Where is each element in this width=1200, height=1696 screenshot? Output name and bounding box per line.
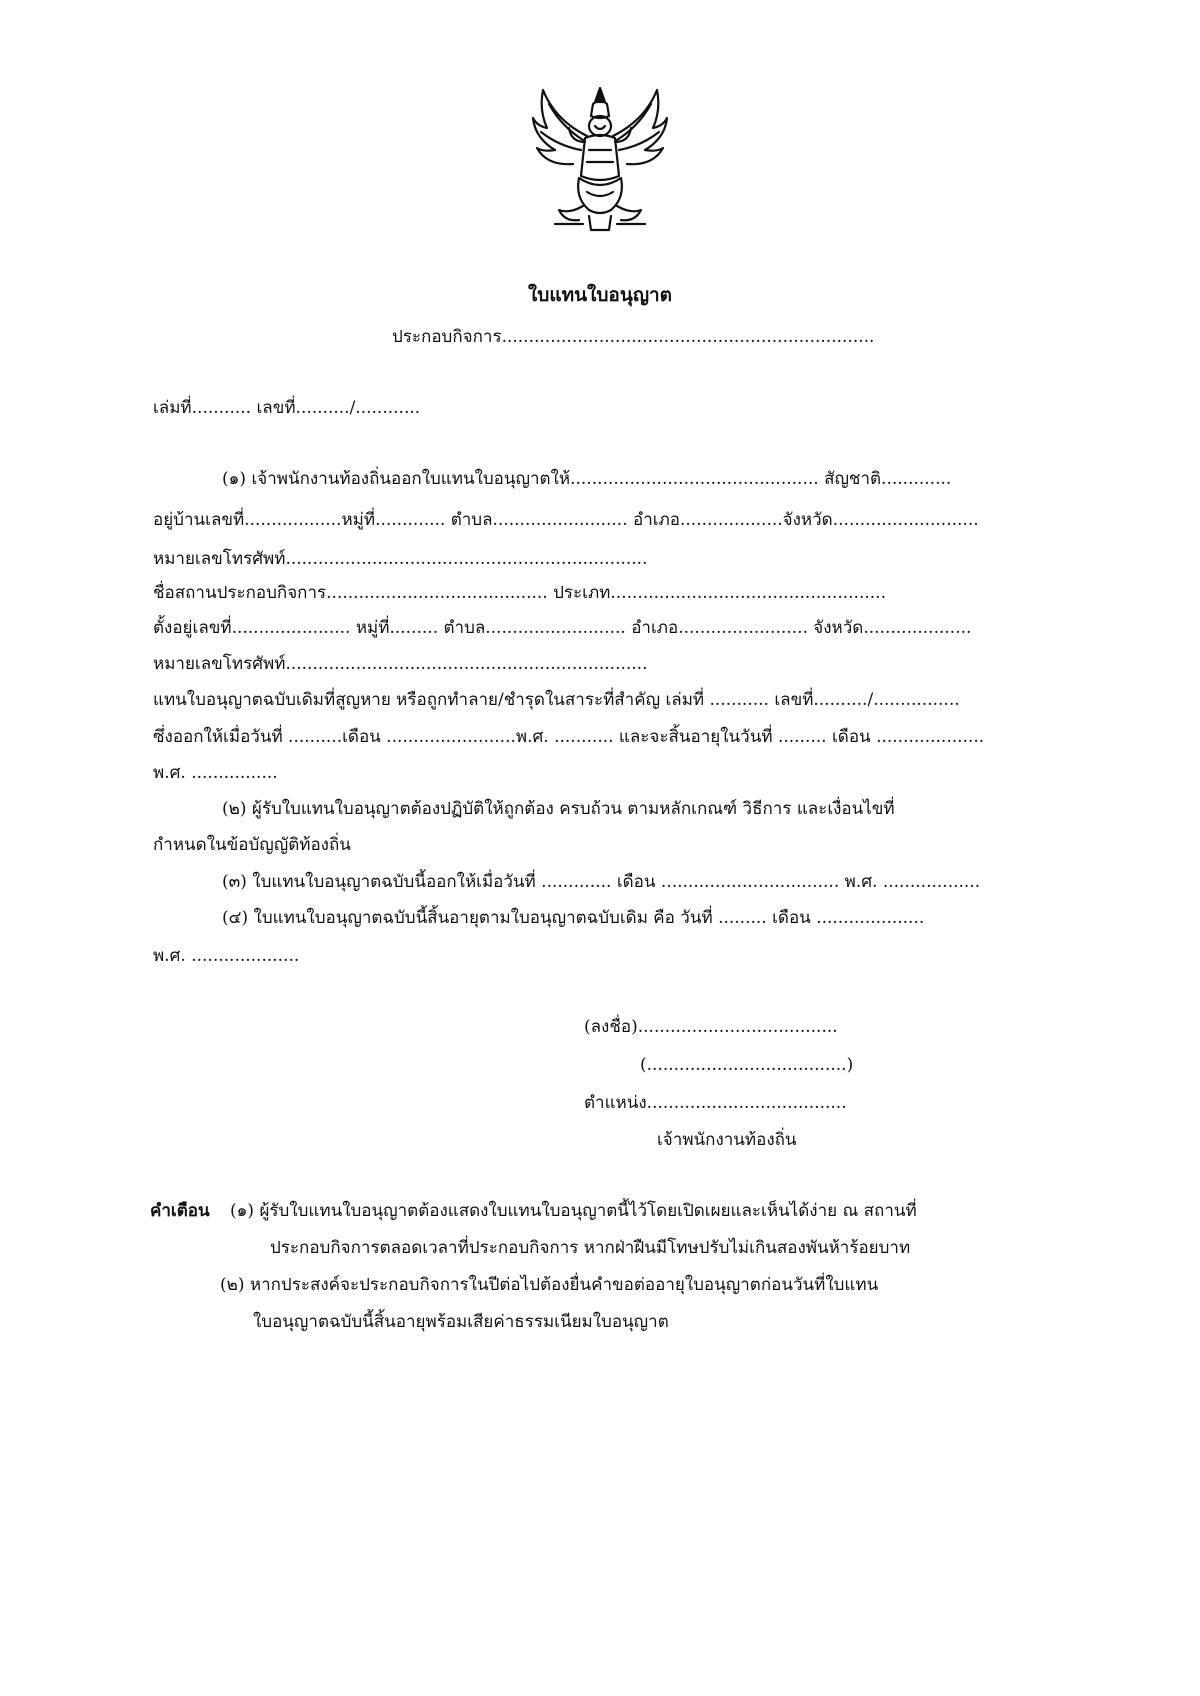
warning-item2-line2: ใบอนุญาตฉบับนี้สิ้นอายุพร้อมเสียค่าธรรมเนียมใบอนุญาต — [253, 1312, 669, 1332]
clause1-line3: หมายเลขโทรศัพท์................................................................... — [153, 549, 648, 569]
clause2-line1: (๒) ผู้รับใบแทนใบอนุญาตต้องปฏิบัติให้ถูกต้อง ครบถ้วน ตามหลักเกณฑ์ วิธีการ และเงื่อนไขที่ — [222, 799, 895, 819]
garuda-emblem-icon — [525, 80, 675, 240]
clause1-line5: ตั้งอยู่เลขที่...................... หมู่ที่......... ตำบล.......................... อำเภอ........................ จังหวัด.................... — [153, 618, 972, 638]
clause4-line2: พ.ศ. .................... — [153, 946, 300, 966]
clause1-line6: หมายเลขโทรศัพท์................................................................... — [153, 654, 648, 674]
clause2-line2: กำหนดในข้อบัญญัติท้องถิ่น — [153, 835, 351, 855]
document-title: ใบแทนใบอนุญาต — [527, 284, 673, 306]
business-type-line: ประกอบกิจการ..................................................................... — [392, 327, 875, 347]
clause1-line7: แทนใบอนุญาตฉบับเดิมที่สูญหาย หรือถูกทำลาย/ชำรุดในสาระที่สำคัญ เล่มที่ ........... เลขที่........../................ — [153, 690, 960, 710]
signature-line: (ลงชื่อ)..................................... — [584, 1017, 838, 1037]
warning-label: คำเตือน — [150, 1201, 210, 1221]
warning-item1-line1: (๑) ผู้รับใบแทนใบอนุญาตต้องแสดงใบแทนใบอนุญาตนี้ไว้โดยเปิดเผยและเห็นได้ง่าย ณ สถานที่ — [230, 1201, 917, 1221]
clause4-line1: (๔) ใบแทนใบอนุญาตฉบับนี้สิ้นอายุตามใบอนุญาตฉบับเดิม คือ วันที่ ......... เดือน .................... — [222, 908, 925, 928]
clause1-line9: พ.ศ. ................ — [153, 763, 278, 783]
book-number-line: เล่มที่........... เลขที่........../............ — [153, 398, 421, 418]
signatory-name-line: (.....................................) — [640, 1055, 854, 1075]
clause1-line2: อยู่บ้านเลขที่..................หมู่ที่............. ตำบล......................... อำเภอ...................จังหวัด........................... — [153, 510, 979, 530]
clause1-line8: ซึ่งออกให้เมื่อวันที่ ..........เดือน ........................พ.ศ. ........... และจะสิ้นอายุในวันที่ ......... เดือน .................... — [153, 727, 985, 747]
official-title: เจ้าพนักงานท้องถิ่น — [657, 1130, 797, 1150]
clause1-line4: ชื่อสถานประกอบกิจการ......................................... ประเภท................................................... — [153, 583, 886, 603]
warning-item1-line2: ประกอบกิจการตลอดเวลาที่ประกอบกิจการ หากฝ่าฝืนมีโทษปรับไม่เกินสองพันห้าร้อยบาท — [270, 1238, 911, 1258]
clause3-line: (๓) ใบแทนใบอนุญาตฉบับนี้ออกให้เมื่อวันที่ ............. เดือน ................................. พ.ศ. .................. — [222, 872, 981, 892]
position-line: ตำแหน่ง..................................... — [584, 1093, 847, 1113]
clause1-line1: (๑) เจ้าพนักงานท้องถิ่นออกใบแทนใบอนุญาตให้.............................................. สัญชาติ............. — [222, 469, 952, 489]
warning-item2-line1: (๒) หากประสงค์จะประกอบกิจการในปีต่อไปต้องยื่นคำขอต่ออายุใบอนุญาตก่อนวันที่ใบแทน — [220, 1275, 879, 1295]
